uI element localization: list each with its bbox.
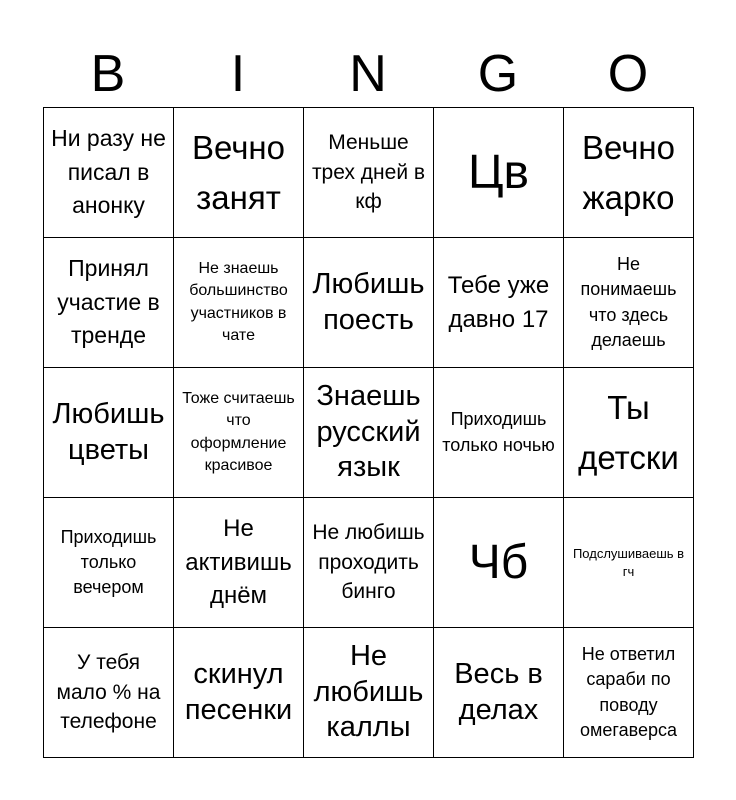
bingo-cell[interactable]: [44, 368, 174, 498]
bingo-cell[interactable]: [304, 498, 434, 628]
bingo-cell[interactable]: [174, 238, 304, 368]
header-letter-g: G: [477, 45, 519, 103]
bingo-cell[interactable]: [304, 368, 434, 498]
bingo-cell[interactable]: [174, 368, 304, 498]
bingo-cell[interactable]: [304, 238, 434, 368]
bingo-cell[interactable]: [44, 238, 174, 368]
bingo-cell[interactable]: [174, 498, 304, 628]
cell-text: Приходишь только ночью: [442, 409, 555, 455]
bingo-cell[interactable]: [434, 108, 564, 238]
cell-text: Чб: [468, 535, 529, 589]
bingo-cell[interactable]: [304, 108, 434, 238]
bingo-cell[interactable]: [564, 108, 694, 238]
cell-text: У тебя мало % на телефоне: [56, 651, 161, 734]
bingo-cell[interactable]: [174, 628, 304, 758]
bingo-cell[interactable]: [174, 108, 304, 238]
cell-text: Меньше трех дней в кф: [311, 131, 426, 214]
cell-text: скинул песенки: [184, 658, 293, 726]
cell-text: Знаешь русский язык: [316, 380, 421, 484]
cell-text: Вечно жарко: [581, 129, 676, 216]
cell-text: Не любишь проходить бинго: [312, 521, 425, 604]
cell-text: Не активишь днём: [185, 515, 292, 610]
cell-text: Не любишь каллы: [313, 640, 424, 744]
bingo-cell[interactable]: [434, 368, 564, 498]
cell-text: Не знаешь большинство участников в чате: [189, 259, 288, 344]
bingo-cell[interactable]: [564, 628, 694, 758]
bingo-cell[interactable]: [564, 368, 694, 498]
cell-text: Весь в делах: [454, 658, 543, 726]
bingo-board: [43, 107, 694, 758]
cell-text: Принял участие в тренде: [57, 255, 160, 349]
bingo-cell[interactable]: [434, 498, 564, 628]
bingo-cell[interactable]: [564, 238, 694, 368]
cell-text: Любишь поесть: [312, 268, 425, 336]
cell-text: Приходишь только вечером: [60, 526, 157, 598]
bingo-cell[interactable]: [304, 628, 434, 758]
cell-text: Цв: [467, 145, 529, 199]
cell-text: Не ответил сараби по поводу омегаверса: [580, 644, 677, 740]
bingo-cell[interactable]: [564, 498, 694, 628]
header-letter-b: B: [90, 45, 126, 103]
cell-text: Вечно занят: [191, 129, 286, 216]
bingo-cell[interactable]: [44, 108, 174, 238]
bingo-cell[interactable]: [434, 628, 564, 758]
bingo-header: [43, 40, 693, 108]
cell-text: Ты детски: [578, 389, 679, 476]
cell-text: Подслушиваешь в гч: [572, 545, 685, 579]
bingo-cell[interactable]: [44, 498, 174, 628]
header-letter-o: O: [607, 45, 649, 103]
cell-text: Не понимаешь что здесь делаешь: [580, 254, 677, 350]
bingo-cell[interactable]: [44, 628, 174, 758]
cell-text: Ни разу не писал в анонку: [51, 125, 166, 219]
header-letter-i: I: [230, 45, 246, 103]
cell-text: Тоже считаешь что оформление красивое: [182, 389, 295, 474]
header-letter-n: N: [349, 45, 387, 103]
cell-text: Тебе уже давно 17: [447, 271, 550, 333]
bingo-cell[interactable]: [434, 238, 564, 368]
cell-text: Любишь цветы: [52, 398, 165, 466]
